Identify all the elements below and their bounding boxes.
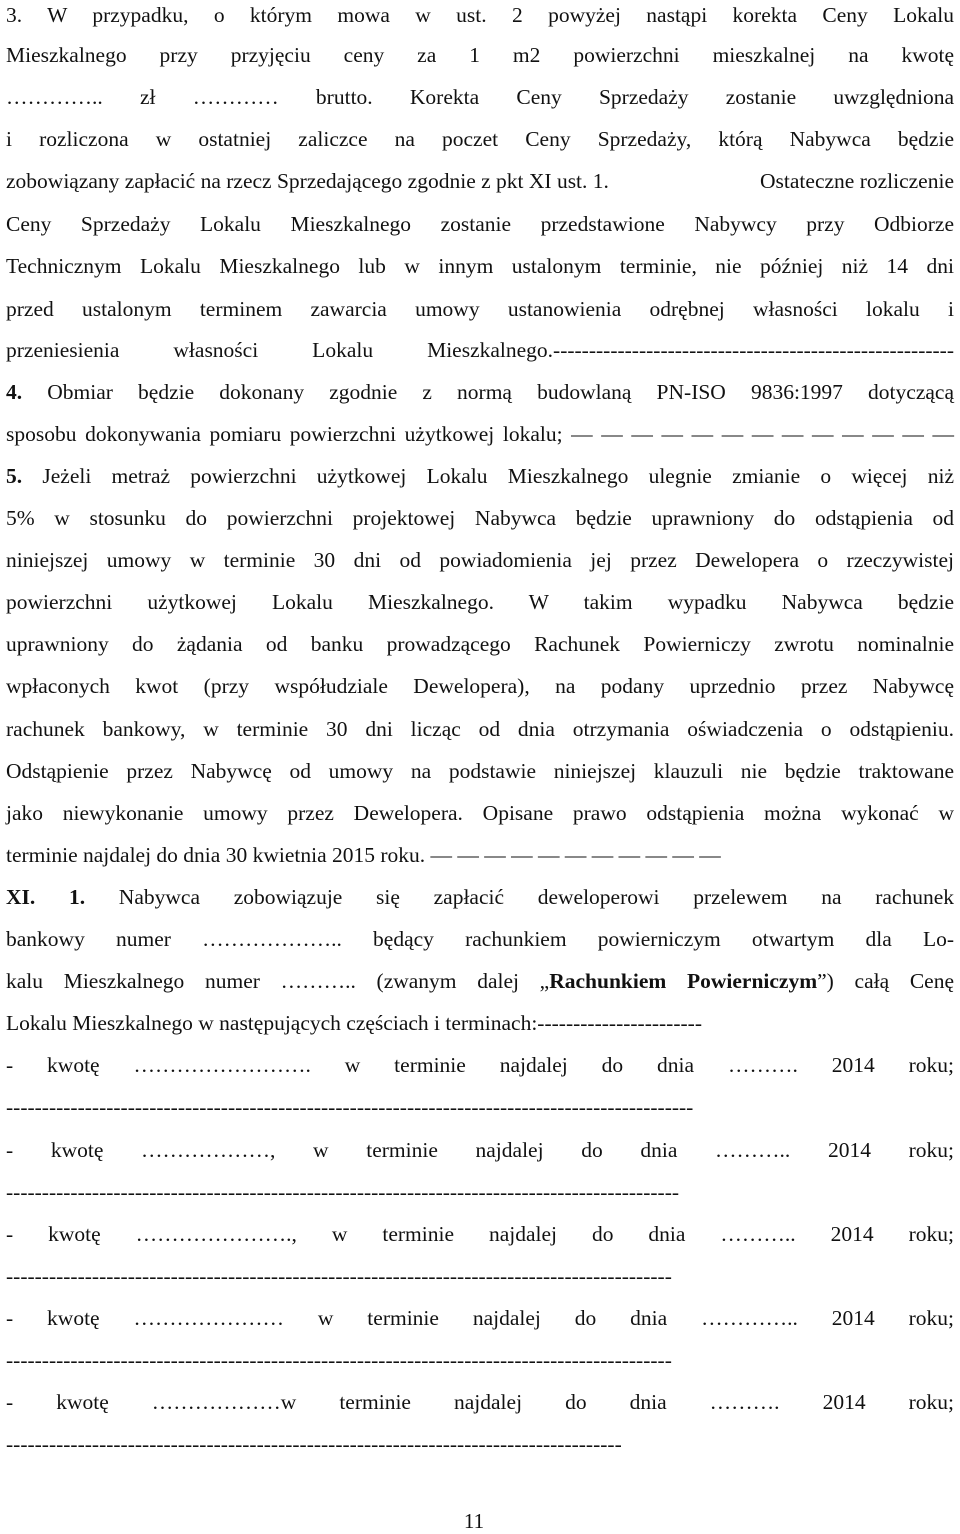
text-segment: - kwotę ………………w terminie najdalej do dnia ………. 2014 roku; <box>6 1390 954 1414</box>
text-line <box>6 547 954 573</box>
text-segment: - kwotę …………………., w terminie najdalej do dnia ……….. 2014 roku; <box>6 1222 954 1246</box>
text-segment: przed ustalonym terminem zawarcia umowy ustanowienia odrębnej własności lokalu i <box>6 297 954 321</box>
text-line <box>6 126 954 152</box>
text-segment: Nabywca zobowiązuje się zapłacić deweloperowi przelewem na rachunek <box>85 885 954 909</box>
text-segment: - kwotę ……………………. w terminie najdalej do dnia ………. 2014 roku; <box>6 1053 954 1077</box>
text-line <box>6 589 954 615</box>
text-segment: - kwotę ………………… w terminie najdalej do dnia ………….. 2014 roku; <box>6 1306 954 1330</box>
text-line <box>6 716 954 742</box>
text-line <box>6 1010 954 1036</box>
text-segment: przeniesienia własności Lokalu Mieszkalnego.-------------------------------------------------------- <box>6 338 954 362</box>
text-segment: -------------------------------------------------------------------------------------- <box>6 1432 622 1456</box>
text-line <box>6 463 954 489</box>
text-line <box>480 168 954 194</box>
text-segment: ………….. zł ………… brutto. Korekta Ceny Sprzedaży zostanie uwzględniona <box>6 85 954 109</box>
bold-text: Rachunkiem Powierniczym <box>549 969 818 993</box>
text-segment: bankowy numer ……………….. będący rachunkiem powierniczym otwartym dla Lo- <box>6 927 954 951</box>
text-segment: ------------------------------------------------------------------------------------------------ <box>6 1095 694 1119</box>
text-line <box>6 2 954 28</box>
text-line <box>6 42 954 68</box>
text-segment: i rozliczona w ostatniej zaliczce na poczet Ceny Sprzedaży, którą Nabywca będzie <box>6 127 954 151</box>
text-segment: Mieszkalnego przy przyjęciu ceny za 1 m2 powierzchni mieszkalnej na kwotę <box>6 43 954 67</box>
text-segment: sposobu dokonywania pomiaru powierzchni użytkowej lokalu; — — — — — — — — — — — — — <box>6 422 954 446</box>
bold-text: 1. <box>68 885 86 909</box>
text-segment: terminie najdalej do dnia 30 kwietnia 2015 roku. — — — — — — — — — — — <box>6 843 721 867</box>
text-line <box>6 884 954 910</box>
text-line <box>6 505 954 531</box>
text-segment: 3. W przypadku, o którym mowa w ust. 2 powyżej nastąpi korekta Ceny Lokalu <box>6 3 954 27</box>
text-segment: uprawniony do żądania od banku prowadzącego Rachunek Powierniczy zwrotu nominalnie <box>6 632 954 656</box>
text-line <box>6 84 954 110</box>
bold-text: 5. <box>6 464 23 488</box>
text-line <box>6 253 954 279</box>
text-line <box>6 1347 954 1373</box>
text-segment: --------------------------------------------------------------------------------------------- <box>6 1348 672 1372</box>
text-line <box>6 1221 954 1247</box>
text-segment: wpłaconych kwot (przy współudziale Dewelopera), na podany uprzednio przez Nabywcę <box>6 674 954 698</box>
text-segment: Odstąpienie przez Nabywcę od umowy na podstawie niniejszej klauzuli nie będzie traktowane <box>6 759 954 783</box>
text-line <box>6 926 954 952</box>
text-line <box>6 1179 954 1205</box>
text-segment: - kwotę ………………, w terminie najdalej do dnia ……….. 2014 roku; <box>6 1138 954 1162</box>
text-line <box>6 1305 954 1331</box>
text-segment: ---------------------------------------------------------------------------------------------- <box>6 1180 680 1204</box>
text-segment: rachunek bankowy, w terminie 30 dni licząc od dnia otrzymania oświadczenia o odstąpieniu. <box>6 717 954 741</box>
text-line <box>6 1263 954 1289</box>
text-line <box>6 1052 954 1078</box>
text-segment: Ceny Sprzedaży Lokalu Mieszkalnego zostanie przedstawione Nabywcy przy Odbiorze <box>6 212 954 236</box>
bold-text: XI. <box>6 885 36 909</box>
text-segment: zobowiązany zapłacić na rzecz Sprzedającego zgodnie z pkt XI ust. 1. <box>6 169 609 193</box>
text-line <box>6 1094 954 1120</box>
text-segment: Obmiar będzie dokonany zgodnie z normą budowlaną PN-ISO 9836:1997 dotyczącą <box>22 380 954 404</box>
text-line <box>6 337 954 363</box>
text-segment: Lokalu Mieszkalnego w następujących częściach i terminach:----------------------- <box>6 1011 702 1035</box>
text-segment: --------------------------------------------------------------------------------------------- <box>6 1264 672 1288</box>
text-line <box>6 1431 954 1457</box>
text-segment: ”) całą Cenę <box>817 969 954 993</box>
text-line <box>6 1137 954 1163</box>
text-segment: powierzchni użytkowej Lokalu Mieszkalnego. W takim wypadku Nabywca będzie <box>6 590 954 614</box>
text-line <box>6 968 954 994</box>
text-segment: Ostateczne rozliczenie <box>760 169 954 193</box>
text-line <box>6 168 609 194</box>
text-line <box>6 211 954 237</box>
text-line <box>6 800 954 826</box>
text-line <box>6 842 954 868</box>
text-line <box>6 673 954 699</box>
text-segment: 5% w stosunku do powierzchni projektowej Nabywca będzie uprawniony do odstąpienia od <box>6 506 954 530</box>
bold-text: 4. <box>6 380 23 404</box>
page-number: 11 <box>463 1509 485 1533</box>
text-segment: Jeżeli metraż powierzchni użytkowej Lokalu Mieszkalnego ulegnie zmianie o więcej niż <box>22 464 954 488</box>
text-line <box>6 421 954 447</box>
text-segment: kalu Mieszkalnego numer ……….. (zwanym dalej „ <box>6 969 550 993</box>
text-line <box>6 631 954 657</box>
text-segment <box>35 885 69 909</box>
text-segment: jako niewykonanie umowy przez Dewelopera. Opisane prawo odstąpienia można wykonać w <box>6 801 954 825</box>
text-line <box>6 296 954 322</box>
text-line <box>6 379 954 405</box>
text-segment: Technicznym Lokalu Mieszkalnego lub w innym ustalonym terminie, nie później niż 14 dni <box>6 254 954 278</box>
text-line <box>6 758 954 784</box>
text-line <box>6 1389 954 1415</box>
text-segment: niniejszej umowy w terminie 30 dni od powiadomienia jej przez Dewelopera o rzeczywistej <box>6 548 954 572</box>
